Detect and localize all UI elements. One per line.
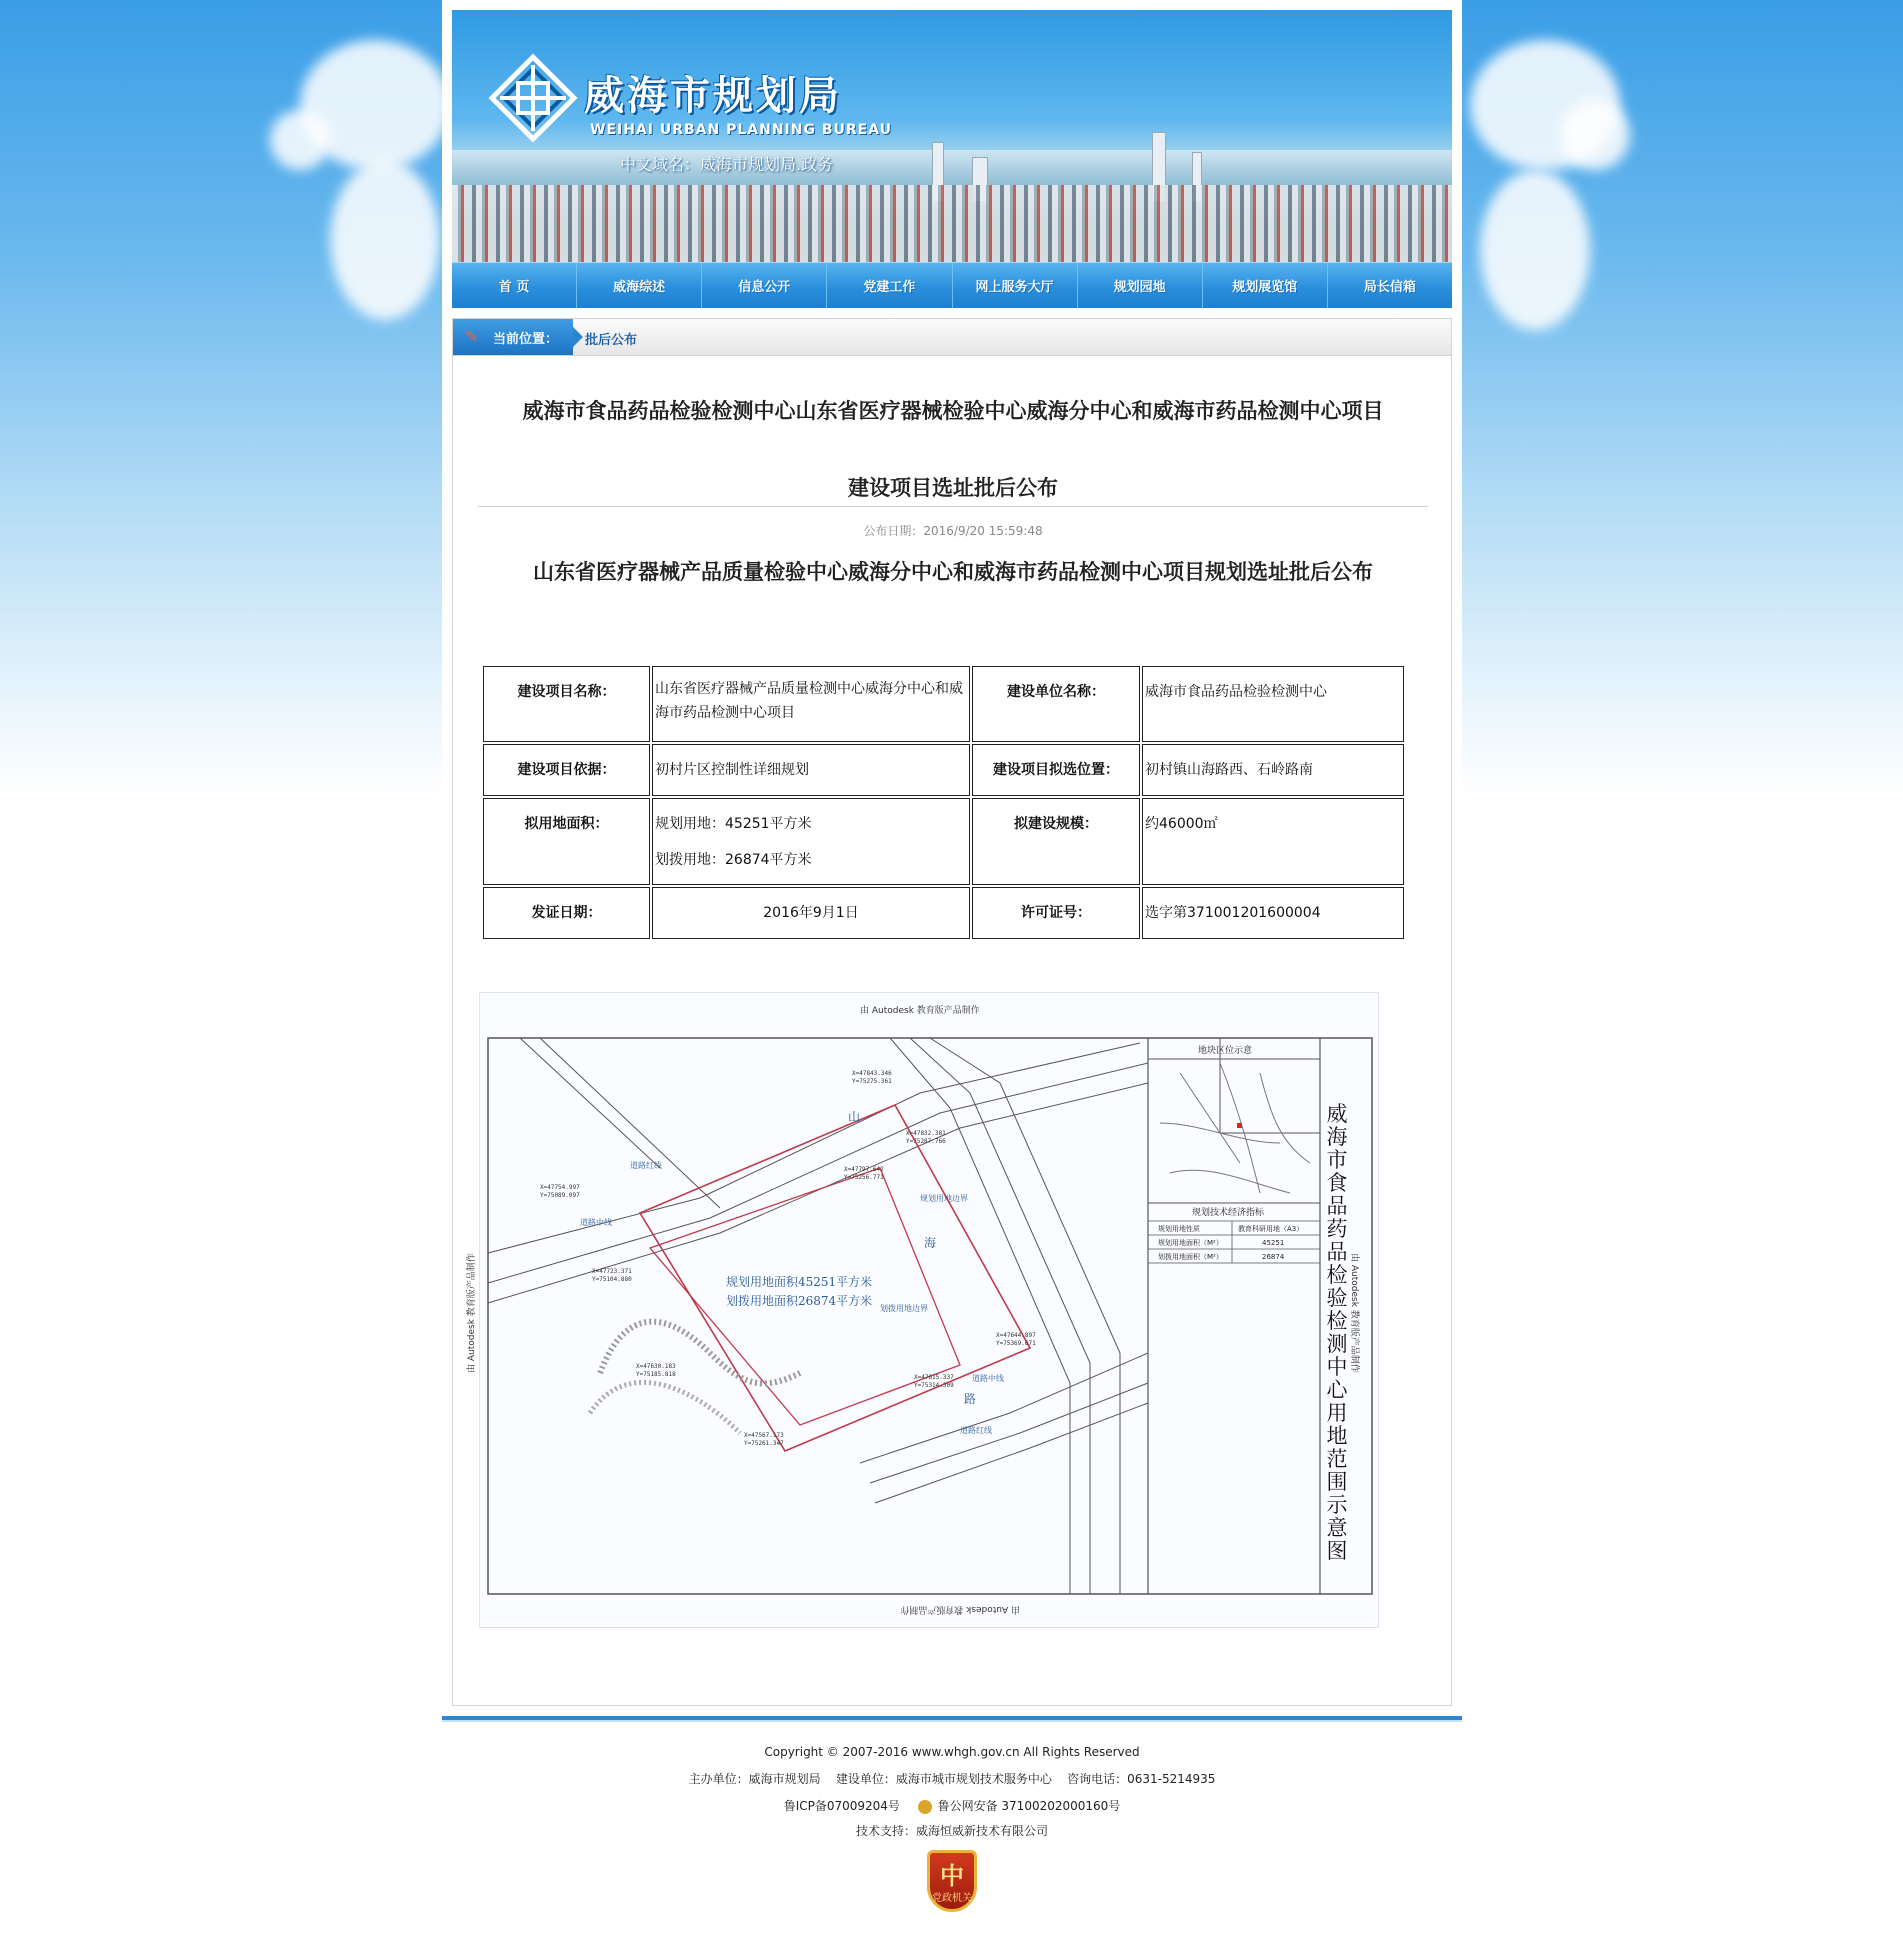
location-title: 地块区位示意 [1198,1046,1253,1056]
breadcrumb-label [453,319,573,355]
cloud-decoration [1480,170,1590,330]
road-label: 道路中线 [972,1374,1004,1383]
indicator-name: 规划用地面积（M²） [1158,1239,1223,1247]
main-nav [452,262,1452,308]
site-banner [452,10,1452,262]
banner-city [452,185,1452,262]
nav-director-mailbox[interactable]: 局长信箱 [1363,280,1416,295]
table-value: 2016年9月1日 [652,887,970,939]
bureau-logo-icon [490,55,576,141]
nav-exhibition-hall[interactable]: 规划展览馆 [1203,263,1328,308]
coord-label: Y=75314.309 [914,1382,954,1389]
coord-label: Y=75089.097 [540,1192,580,1199]
coord-label: X=47567.173 [744,1432,784,1439]
coord-label: Y=75261.347 [744,1440,784,1447]
site-location-marker [1237,1123,1242,1128]
table-key: 建设项目名称： [483,666,650,742]
table-key: 建设项目依据： [483,744,650,796]
road-char-2: 海 [924,1236,937,1250]
coord-label: Y=75275.361 [852,1078,892,1085]
site-subtitle: WEIHAI URBAN PLANNING BUREAU [590,122,892,138]
banner-sea [452,150,1452,190]
article-content [452,356,1452,1706]
road-char-3: 路 [964,1392,977,1406]
breadcrumb-current-link[interactable]: 批后公布 [585,333,638,348]
police-record[interactable]: 鲁公网安备 37100202000160号 [937,1799,1121,1813]
coord-label: Y=75185.818 [636,1371,676,1378]
breadcrumb-label-text: 当前位置： [493,331,559,347]
coord-label: X=47723.371 [592,1268,632,1275]
map-footer-note: 由 Autodesk 教育版产品制作 [900,1604,1020,1614]
coord-label: Y=75104.880 [592,1276,632,1283]
cloud-decoration [330,160,440,320]
indicator-name: 划拨用地面积（M²） [1158,1253,1223,1261]
road-label: 划拨用地边界 [880,1304,928,1313]
badge-char: 中 [940,1862,964,1890]
pencil-icon: ✎ [465,327,479,346]
indicator-value: 26874 [1262,1253,1285,1261]
page-container [442,0,1462,1935]
indicator-value: 45251 [1262,1239,1285,1247]
cloud-decoration [270,110,330,170]
coord-label: Y=75369.671 [996,1340,1036,1347]
nav-home[interactable]: 首 页 [452,263,577,308]
table-row [483,798,1404,885]
table-value: 初村片区控制性详细规划 [652,744,970,796]
table-row [483,744,1404,796]
footer-bar [442,1716,1462,1722]
table-value: 选字第371001201600004 [1142,887,1404,939]
coord-label: Y=75256.771 [844,1174,884,1181]
publish-date: 公布日期：2016/9/20 15:59:48 [863,524,1043,538]
article-title: 威海市食品药品检验检测中心山东省医疗器械检验中心威海分中心和威海市药品检测中心项目 [522,398,1384,423]
body-heading: 山东省医疗器械产品质量检验中心威海分中心和威海市药品检测中心项目规划选址批后公布 [533,559,1373,584]
map-side-note-right: 由 Autodesk 教育版产品制作 [1349,1253,1359,1373]
indicator-name: 规划用地性质 [1158,1225,1200,1233]
table-key: 建设项目拟选位置： [972,744,1140,796]
road-label: 道路红线 [630,1161,662,1170]
coord-label: X=47754.997 [540,1184,580,1191]
area-label-allocated: 划拨用地面积26874平方米 [726,1294,873,1308]
road-label: 道路中线 [580,1218,612,1227]
site-plan-map [467,992,1379,1628]
footer-copyright: Copyright © 2007-2016 www.whgh.gov.cn All Rights Reserved [764,1745,1140,1759]
table-row [483,666,1404,742]
table-value: 威海市食品药品检验检测中心 [1142,666,1404,742]
cloud-decoration [1560,100,1630,170]
project-info-table [481,664,1406,941]
coord-label: X=47832.381 [906,1130,946,1137]
allocated-land-area: 划拨用地：26874平方米 [655,852,812,868]
table-value: 初村镇山海路西、石岭路南 [1142,744,1404,796]
area-label-planned: 规划用地面积45251平方米 [726,1275,873,1289]
table-key: 拟建设规模： [972,798,1140,885]
nav-info-disclosure[interactable]: 信息公开 [702,263,827,308]
table-value: 约46000㎡ [1142,798,1404,885]
coord-label: X=47615.337 [914,1374,954,1381]
nav-party-work[interactable]: 党建工作 [827,263,952,308]
nav-planning-garden[interactable]: 规划园地 [1078,263,1203,308]
site-plan-drawing [467,993,1380,1629]
indicator-title: 规划技术经济指标 [1192,1208,1265,1218]
road-label: 规划用地边界 [920,1194,968,1203]
table-row [483,887,1404,939]
nav-overview[interactable]: 威海综述 [577,263,702,308]
article-subtitle: 建设项目选址批后公布 [848,475,1058,500]
title-divider [478,506,1428,507]
map-vertical-title: 威海市食品药品检验检测中心用地范围示意图 [1326,1102,1348,1563]
table-key: 许可证号： [972,887,1140,939]
coord-label: X=47797.642 [844,1166,884,1173]
footer-host-info: 主办单位：威海市规划局 建设单位：威海市城市规划技术服务中心 咨询电话：0631-5214935 [688,1772,1216,1786]
table-key: 建设单位名称： [972,666,1140,742]
police-emblem-icon [918,1800,932,1814]
nav-online-service[interactable]: 网上服务大厅 [953,263,1078,308]
site-title: 威海市规划局 [584,72,842,119]
table-key: 拟用地面积： [483,798,650,885]
domain-name: 中文域名：威海市规划局.政务 [620,155,834,174]
coord-label: X=47644.897 [996,1332,1036,1339]
road-label: 道路红线 [960,1426,992,1435]
map-side-note-left: 由 Autodesk 教育版产品制作 [467,1253,477,1373]
footer-tech-support: 技术支持：威海恒威新技术有限公司 [855,1824,1048,1838]
map-header-note: 由 Autodesk 教育版产品制作 [860,1006,980,1016]
badge-text: 党政机关 [932,1893,972,1904]
table-value: 山东省医疗器械产品质量检测中心威海分中心和威海市药品检测中心项目 [652,666,970,742]
gov-agency-badge[interactable] [927,1850,977,1912]
footer-record-line [442,1797,1462,1814]
indicator-value: 教育科研用地（A3） [1238,1225,1304,1233]
planned-land-area: 规划用地：45251平方米 [655,816,812,832]
coord-label: Y=75287.766 [906,1138,946,1145]
table-key: 发证日期： [483,887,650,939]
coord-label: X=47843.346 [852,1070,892,1077]
coord-label: X=47630.183 [636,1363,676,1370]
breadcrumb [452,318,1452,356]
table-value [652,798,970,885]
road-char-1: 山 [848,1110,861,1124]
icp-record[interactable]: 鲁ICP备07009204号 [783,1799,900,1813]
